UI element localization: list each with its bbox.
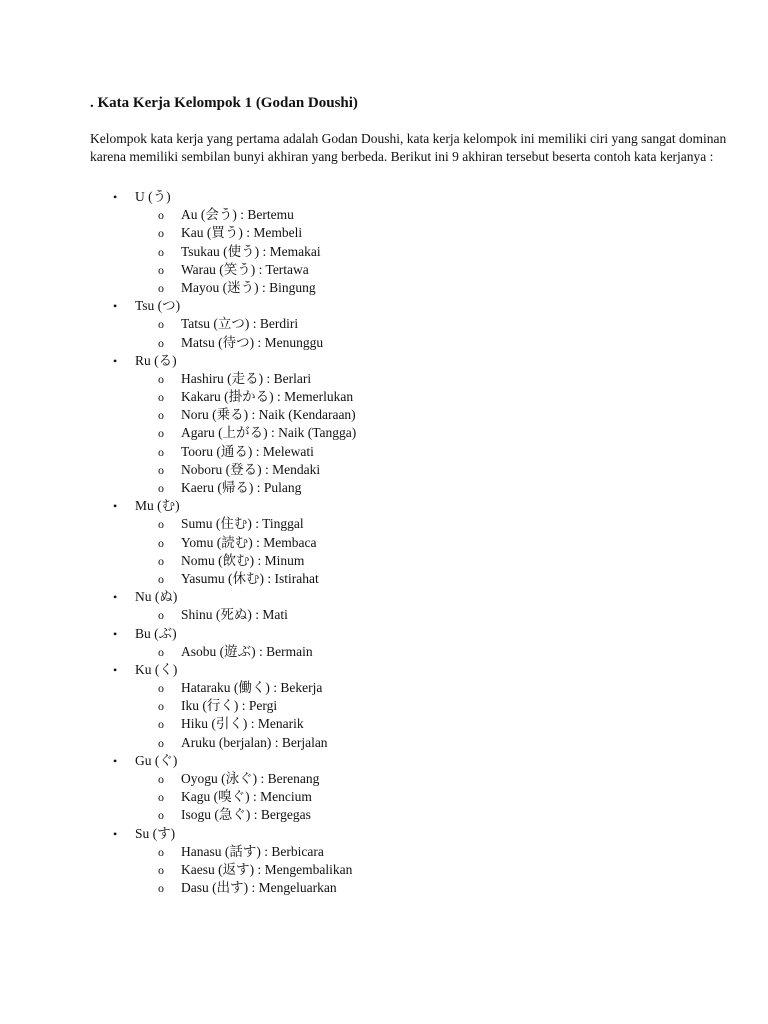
verb-group xyxy=(90,752,758,825)
verb-example-item xyxy=(90,643,758,661)
verb-group-row xyxy=(90,661,758,679)
sub-bullet-icon: o xyxy=(158,262,164,277)
verb-example-text: Noboru (登る) : Mendaki xyxy=(181,461,321,477)
sub-bullet-icon: o xyxy=(158,335,164,350)
verb-example-text: Au (会う) : Bertemu xyxy=(181,207,294,223)
verb-example-item xyxy=(90,679,758,697)
sub-bullet-icon: o xyxy=(158,881,164,896)
verb-example-list xyxy=(90,315,758,351)
verb-example-text: Hashiru (走る) : Berlari xyxy=(181,370,312,386)
verb-example-item xyxy=(90,370,758,388)
verb-example-item xyxy=(90,261,758,279)
verb-example-item xyxy=(90,570,758,588)
verb-group-row xyxy=(90,297,758,315)
verb-group-row xyxy=(90,588,758,606)
verb-example-text: Hiku (引く) : Menarik xyxy=(181,716,304,732)
verb-example-item xyxy=(90,279,758,297)
bullet-icon: • xyxy=(113,753,118,768)
sub-bullet-icon: o xyxy=(158,681,164,696)
bullet-icon: • xyxy=(113,353,118,368)
verb-example-text: Warau (笑う) : Tertawa xyxy=(181,261,309,277)
verb-example-item xyxy=(90,206,758,224)
verb-example-list xyxy=(90,206,758,297)
verb-group xyxy=(90,661,758,752)
verb-example-list xyxy=(90,643,758,661)
verb-group-row xyxy=(90,352,758,370)
sub-bullet-icon: o xyxy=(158,535,164,550)
verb-group xyxy=(90,297,758,352)
verb-group-label: Su (す) xyxy=(135,825,176,841)
sub-bullet-icon: o xyxy=(158,280,164,295)
verb-group-label: Mu (む) xyxy=(135,498,180,514)
verb-example-text: Tsukau (使う) : Memakai xyxy=(181,243,321,259)
verb-example-item xyxy=(90,515,758,533)
verb-group-label: Bu (ぶ) xyxy=(135,625,177,641)
verb-example-item xyxy=(90,806,758,824)
verb-example-item xyxy=(90,788,758,806)
bullet-icon: • xyxy=(113,826,118,841)
sub-bullet-icon: o xyxy=(158,481,164,495)
verb-group-row xyxy=(90,825,758,843)
sub-bullet-icon: o xyxy=(158,735,164,750)
verb-ending-list xyxy=(90,188,758,897)
sub-bullet-icon: o xyxy=(158,772,164,786)
sub-bullet-icon: o xyxy=(158,571,164,586)
sub-bullet-icon: o xyxy=(158,408,164,423)
verb-example-item xyxy=(90,334,758,352)
verb-example-item xyxy=(90,552,758,570)
sub-bullet-icon: o xyxy=(158,862,164,877)
sub-bullet-icon: o xyxy=(158,553,164,568)
verb-example-text: Nomu (飲む) : Minum xyxy=(181,552,305,568)
verb-example-item xyxy=(90,424,758,442)
verb-group-label: Nu (ぬ) xyxy=(135,589,178,605)
sub-bullet-icon: o xyxy=(158,644,164,659)
verb-example-text: Kagu (嗅ぐ) : Mencium xyxy=(181,789,312,805)
bullet-icon: • xyxy=(113,662,118,677)
verb-example-text: Sumu (住む) : Tinggal xyxy=(181,516,304,532)
verb-group xyxy=(90,825,758,898)
verb-example-list xyxy=(90,606,758,624)
sub-bullet-icon: o xyxy=(158,371,164,386)
verb-example-text: Kakaru (掛かる) : Memerlukan xyxy=(181,389,354,405)
verb-group-row xyxy=(90,497,758,515)
verb-example-item xyxy=(90,770,758,788)
verb-example-item xyxy=(90,224,758,242)
verb-example-item xyxy=(90,443,758,461)
verb-example-item xyxy=(90,606,758,624)
verb-example-item xyxy=(90,697,758,715)
sub-bullet-icon: o xyxy=(158,844,164,859)
verb-group-label: Ku (く) xyxy=(135,661,178,677)
verb-example-text: Aruku (berjalan) : Berjalan xyxy=(181,734,328,750)
verb-example-text: Agaru (上がる) : Naik (Tangga) xyxy=(181,425,357,441)
verb-example-list xyxy=(90,370,758,497)
verb-example-text: Asobu (遊ぶ) : Bermain xyxy=(181,643,313,659)
verb-group xyxy=(90,588,758,624)
sub-bullet-icon: o xyxy=(158,790,164,805)
verb-example-item xyxy=(90,879,758,897)
verb-example-item xyxy=(90,534,758,552)
verb-example-text: Iku (行く) : Pergi xyxy=(181,698,278,714)
verb-group-label: Gu (ぐ) xyxy=(135,752,178,768)
bullet-icon: • xyxy=(113,299,118,314)
verb-group-row xyxy=(90,625,758,643)
verb-example-list xyxy=(90,679,758,752)
verb-example-item xyxy=(90,479,758,497)
verb-example-text: Hanasu (話す) : Berbicara xyxy=(181,843,324,859)
verb-example-text: Yomu (読む) : Membaca xyxy=(181,534,317,550)
verb-group-row xyxy=(90,188,758,206)
verb-example-item xyxy=(90,861,758,879)
verb-group-label: Tsu (つ) xyxy=(135,298,181,314)
verb-example-item xyxy=(90,406,758,424)
verb-example-text: Matsu (待つ) : Menunggu xyxy=(181,334,324,350)
verb-example-text: Shinu (死ぬ) : Mati xyxy=(181,607,288,623)
verb-example-list xyxy=(90,515,758,588)
verb-example-text: Yasumu (休む) : Istirahat xyxy=(181,570,319,586)
bullet-icon: • xyxy=(113,626,118,641)
verb-example-text: Kaesu (返す) : Mengembalikan xyxy=(181,861,353,877)
sub-bullet-icon: o xyxy=(158,444,164,459)
verb-example-item xyxy=(90,243,758,261)
verb-example-item xyxy=(90,843,758,861)
bullet-icon: • xyxy=(113,499,118,514)
sub-bullet-icon: o xyxy=(158,208,164,223)
sub-bullet-icon: o xyxy=(158,317,164,332)
verb-example-text: Hataraku (働く) : Bekerja xyxy=(181,680,323,696)
bullet-icon: • xyxy=(113,190,118,204)
verb-group-label: U (う) xyxy=(135,189,171,204)
verb-example-text: Mayou (迷う) : Bingung xyxy=(181,279,316,295)
verb-group-row xyxy=(90,752,758,770)
verb-example-text: Oyogu (泳ぐ) : Berenang xyxy=(181,771,320,786)
verb-example-item xyxy=(90,734,758,752)
document-page xyxy=(90,92,758,897)
verb-group xyxy=(90,352,758,498)
sub-bullet-icon: o xyxy=(158,462,164,477)
verb-example-text: Noru (乗る) : Naik (Kendaraan) xyxy=(181,407,356,423)
sub-bullet-icon: o xyxy=(158,699,164,714)
intro-paragraph: Kelompok kata kerja yang pertama adalah Godan Doushi, kata kerja kelompok ini memiliki ciri yang sangat dominan karena memiliki sembilan bunyi akhiran yang berbeda. Berikut ini 9 akhiran tersebut beserta contoh kata kerjanya : xyxy=(90,131,727,164)
sub-bullet-icon: o xyxy=(158,226,164,241)
verb-example-text: Tatsu (立つ) : Berdiri xyxy=(181,316,299,332)
sub-bullet-icon: o xyxy=(158,390,164,405)
verb-example-item xyxy=(90,315,758,333)
verb-example-text: Kaeru (帰る) : Pulang xyxy=(181,480,302,495)
verb-example-item xyxy=(90,388,758,406)
verb-example-text: Isogu (急ぐ) : Bergegas xyxy=(181,807,311,823)
verb-group-label: Ru (る) xyxy=(135,352,177,368)
verb-group xyxy=(90,497,758,588)
verb-example-list xyxy=(90,770,758,825)
verb-example-list xyxy=(90,843,758,898)
verb-example-item xyxy=(90,461,758,479)
sub-bullet-icon: o xyxy=(158,244,164,259)
verb-group xyxy=(90,188,758,297)
section-heading: . Kata Kerja Kelompok 1 (Godan Doushi) xyxy=(90,95,358,111)
sub-bullet-icon: o xyxy=(158,608,164,623)
sub-bullet-icon: o xyxy=(158,426,164,441)
sub-bullet-icon: o xyxy=(158,808,164,823)
verb-example-item xyxy=(90,715,758,733)
verb-group xyxy=(90,625,758,661)
bullet-icon: • xyxy=(113,590,118,605)
verb-example-text: Tooru (通る) : Melewati xyxy=(181,443,314,459)
verb-example-text: Kau (買う) : Membeli xyxy=(181,225,303,241)
verb-example-text: Dasu (出す) : Mengeluarkan xyxy=(181,880,337,896)
sub-bullet-icon: o xyxy=(158,717,164,732)
sub-bullet-icon: o xyxy=(158,517,164,532)
